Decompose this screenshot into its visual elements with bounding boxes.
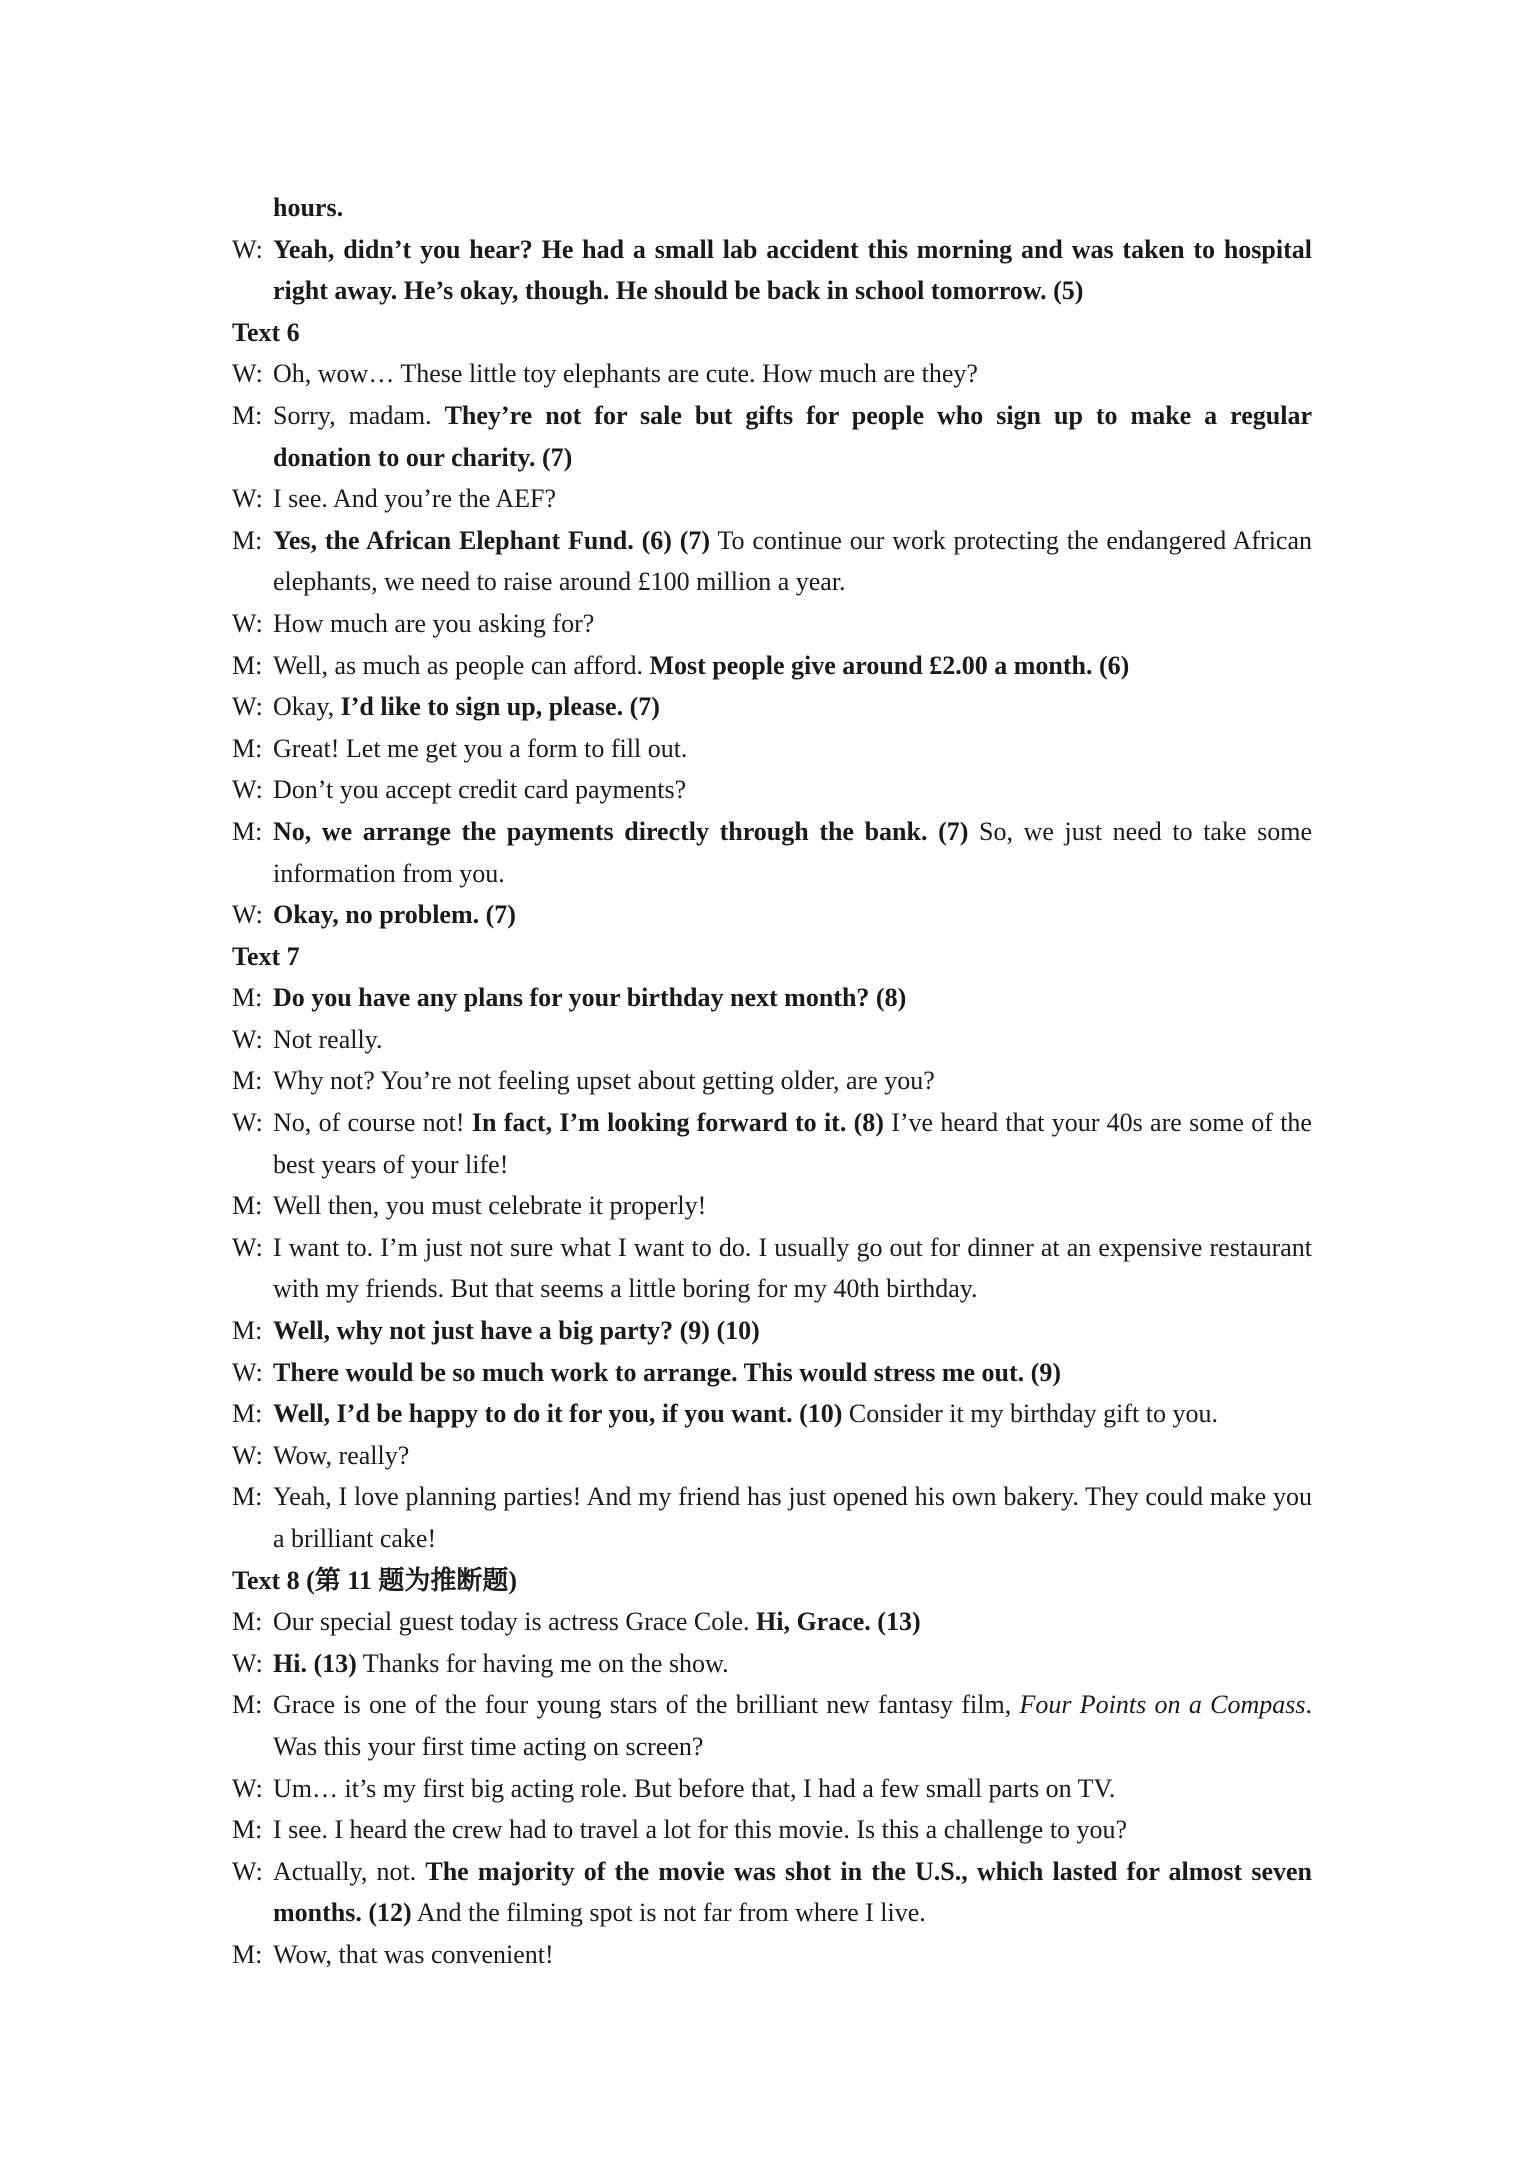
dialogue-segment: I see. I heard the crew had to travel a lot for this movie. Is this a challenge to you?: [273, 1815, 1128, 1845]
answer-evidence: Well, why not just have a big party? (9) (10): [273, 1316, 760, 1346]
dialogue-line: [232, 1851, 1312, 1934]
dialogue-text: [273, 603, 1312, 645]
answer-evidence: Do you have any plans for your birthday next month? (8): [273, 983, 907, 1013]
dialogue-line: [232, 1310, 1312, 1352]
section-heading: Text 6: [232, 317, 300, 347]
answer-evidence: Well, I’d be happy to do it for you, if you want. (10): [273, 1399, 843, 1429]
dialogue-text: [273, 894, 1312, 936]
dialogue-segment: Grace is one of the four young stars of the brilliant new fantasy film,: [273, 1690, 1020, 1720]
dialogue-text: [273, 977, 1312, 1019]
dialogue-text: [273, 811, 1312, 894]
dialogue-segment: Well then, you must celebrate it properly!: [273, 1191, 707, 1221]
dialogue-segment: Sorry, madam.: [273, 400, 445, 430]
dialogue-text: [273, 1851, 1312, 1934]
dialogue-text: [273, 769, 1312, 811]
dialogue-text: [273, 1934, 1312, 1976]
dialogue-line: [232, 603, 1312, 645]
dialogue-line: [232, 1185, 1312, 1227]
dialogue-text: [273, 1809, 1312, 1851]
dialogue-line: [232, 1352, 1312, 1394]
dialogue-segment: I’ve heard that your 40s are some of the best years of your life!: [273, 1108, 1312, 1179]
dialogue-line: [232, 1102, 1312, 1185]
dialogue-segment: Well, as much as people can afford.: [273, 650, 650, 680]
answer-evidence: Okay, no problem. (7): [273, 900, 516, 930]
dialogue-line: [232, 1393, 1312, 1435]
speaker-label: W:: [232, 1232, 263, 1262]
dialogue-line: [232, 229, 1312, 312]
dialogue-segment: Okay,: [273, 692, 341, 722]
speaker-label: W:: [232, 359, 263, 389]
speaker-label: M:: [232, 733, 263, 763]
answer-evidence: Most people give around £2.00 a month. (6): [649, 650, 1130, 680]
dialogue-segment: Yeah, I love planning parties! And my friend has just opened his own bakery. They could make you a brilliant cake!: [273, 1482, 1312, 1553]
speaker-label: M:: [232, 1316, 263, 1346]
dialogue-line: [232, 1934, 1312, 1976]
speaker-label: W:: [232, 1856, 263, 1886]
answer-evidence: Yeah, didn’t you hear? He had a small lab accident this morning and was taken to hospital right away. He’s okay, though. He should be back in school tomorrow. (5): [273, 234, 1312, 306]
dialogue-line: [232, 728, 1312, 770]
dialogue-text: [273, 229, 1312, 312]
section-heading: Text 8 (第 11 题为推断题): [232, 1565, 518, 1595]
dialogue-segment: Don’t you accept credit card payments?: [273, 775, 687, 805]
dialogue-line: [232, 1476, 1312, 1559]
speaker-label: W:: [232, 1108, 263, 1138]
answer-evidence: In fact, I’m looking forward to it. (8): [471, 1108, 884, 1138]
dialogue-text: [273, 353, 1312, 395]
answer-evidence: The majority of the movie was shot in the U.S., which lasted for almost seven months. (12): [273, 1856, 1312, 1928]
dialogue-line: [232, 977, 1312, 1019]
section-heading: Text 7: [232, 941, 300, 971]
dialogue-line: [232, 645, 1312, 687]
dialogue-segment: To continue our work protecting the endangered African elephants, we need to raise around £100 million a year.: [273, 525, 1312, 597]
speaker-label: M:: [232, 1066, 263, 1096]
answer-evidence: There would be so much work to arrange. This would stress me out. (9): [273, 1357, 1061, 1387]
speaker-label: M:: [232, 1607, 263, 1637]
dialogue-text: [273, 1227, 1312, 1310]
dialogue-text: [273, 1684, 1312, 1767]
dialogue-text: [273, 1768, 1312, 1810]
speaker-label: W:: [232, 234, 263, 264]
dialogue-segment: I see. And you’re the AEF?: [273, 484, 557, 514]
dialogue-segment: Wow, that was convenient!: [273, 1939, 554, 1969]
speaker-label: W:: [232, 484, 263, 514]
dialogue-line: [232, 1227, 1312, 1310]
dialogue-text: [273, 520, 1312, 603]
film-title: Four Points on a Compass: [1019, 1690, 1306, 1720]
dialogue-segment: Actually, not.: [273, 1856, 426, 1886]
dialogue-line: [232, 520, 1312, 603]
answer-evidence: No, we arrange the payments directly through the bank. (7): [273, 816, 969, 846]
dialogue-segment: Um… it’s my first big acting role. But before that, I had a few small parts on TV.: [273, 1773, 1116, 1803]
dialogue-line: [232, 1060, 1312, 1102]
speaker-label: W:: [232, 1357, 263, 1387]
dialogue-line: [232, 1643, 1312, 1685]
speaker-label: W:: [232, 692, 263, 722]
dialogue-segment: And the filming spot is not far from where I live.: [411, 1898, 926, 1928]
dialogue-line: [232, 894, 1312, 936]
speaker-label: M:: [232, 816, 263, 846]
speaker-label: W:: [232, 1024, 263, 1054]
transcript-page: [232, 187, 1312, 1976]
dialogue-segment: Wow, really?: [273, 1440, 410, 1470]
dialogue-text: [273, 1060, 1312, 1102]
dialogue-segment: Why not? You’re not feeling upset about getting older, are you?: [273, 1066, 935, 1096]
speaker-label: M:: [232, 1939, 263, 1969]
dialogue-text: [273, 1435, 1312, 1477]
dialogue-line: [232, 1684, 1312, 1767]
speaker-label: W:: [232, 1440, 263, 1470]
answer-evidence: They’re not for sale but gifts for people who sign up to make a regular donation to our charity. (7): [273, 400, 1312, 472]
dialogue-segment: Thanks for having me on the show.: [356, 1648, 729, 1678]
speaker-label: M:: [232, 1399, 263, 1429]
dialogue-text: [273, 478, 1312, 520]
dialogue-line: [232, 1809, 1312, 1851]
answer-evidence: Hi, Grace. (13): [756, 1607, 921, 1637]
speaker-label: M:: [232, 1690, 263, 1720]
dialogue-text: [273, 395, 1312, 478]
dialogue-line: [232, 1768, 1312, 1810]
dialogue-text: [273, 1476, 1312, 1559]
dialogue-line: [232, 353, 1312, 395]
dialogue-line: [232, 1435, 1312, 1477]
answer-evidence: Yes, the African Elephant Fund. (6) (7): [273, 525, 711, 555]
dialogue-segment: . Was this your first time acting on screen?: [273, 1690, 1312, 1761]
dialogue-segment: I want to. I’m just not sure what I want to do. I usually go out for dinner at an expensive restaurant with my friends. But that seems a little boring for my 40th birthday.: [273, 1232, 1312, 1304]
dialogue-line: [232, 478, 1312, 520]
dialogue-text: [273, 1643, 1312, 1685]
dialogue-segment: Not really.: [273, 1024, 383, 1054]
dialogue-text: [273, 1352, 1312, 1394]
dialogue-text: [273, 1102, 1312, 1185]
dialogue-segment: Great! Let me get you a form to fill out.: [273, 733, 688, 763]
dialogue-line: [232, 1019, 1312, 1061]
speaker-label: M:: [232, 983, 263, 1013]
dialogue-segment: No, of course not!: [273, 1108, 472, 1138]
continued-line: [232, 187, 1312, 229]
dialogue-text: [273, 1310, 1312, 1352]
speaker-label: W:: [232, 608, 263, 638]
speaker-label: W:: [232, 1773, 263, 1803]
answer-evidence: I’d like to sign up, please. (7): [340, 692, 660, 722]
dialogue-segment: How much are you asking for?: [273, 608, 595, 638]
speaker-label: M:: [232, 525, 263, 555]
speaker-label: M:: [232, 1482, 263, 1512]
speaker-label: W:: [232, 900, 263, 930]
speaker-label: W:: [232, 1648, 263, 1678]
dialogue-line: [232, 811, 1312, 894]
dialogue-line: [232, 1601, 1312, 1643]
dialogue-segment: Our special guest today is actress Grace Cole.: [273, 1607, 757, 1637]
answer-evidence: Hi. (13): [273, 1648, 357, 1678]
speaker-label: M:: [232, 400, 263, 430]
dialogue-segment: hours.: [273, 193, 344, 222]
dialogue-line: [232, 686, 1312, 728]
dialogue-text: [273, 1185, 1312, 1227]
dialogue-text: [273, 1601, 1312, 1643]
speaker-label: M:: [232, 1191, 263, 1221]
dialogue-text: [273, 645, 1312, 687]
speaker-label: M:: [232, 650, 263, 680]
dialogue-text: [273, 1393, 1312, 1435]
dialogue-line: [232, 769, 1312, 811]
dialogue-line: [232, 395, 1312, 478]
speaker-label: W:: [232, 775, 263, 805]
dialogue-segment: Oh, wow… These little toy elephants are cute. How much are they?: [273, 359, 978, 389]
dialogue-text: [273, 686, 1312, 728]
dialogue-text: [273, 1019, 1312, 1061]
dialogue-segment: So, we just need to take some information from you.: [273, 816, 1312, 888]
dialogue-text: [273, 728, 1312, 770]
dialogue-segment: Consider it my birthday gift to you.: [842, 1399, 1218, 1429]
speaker-label: M:: [232, 1815, 263, 1845]
